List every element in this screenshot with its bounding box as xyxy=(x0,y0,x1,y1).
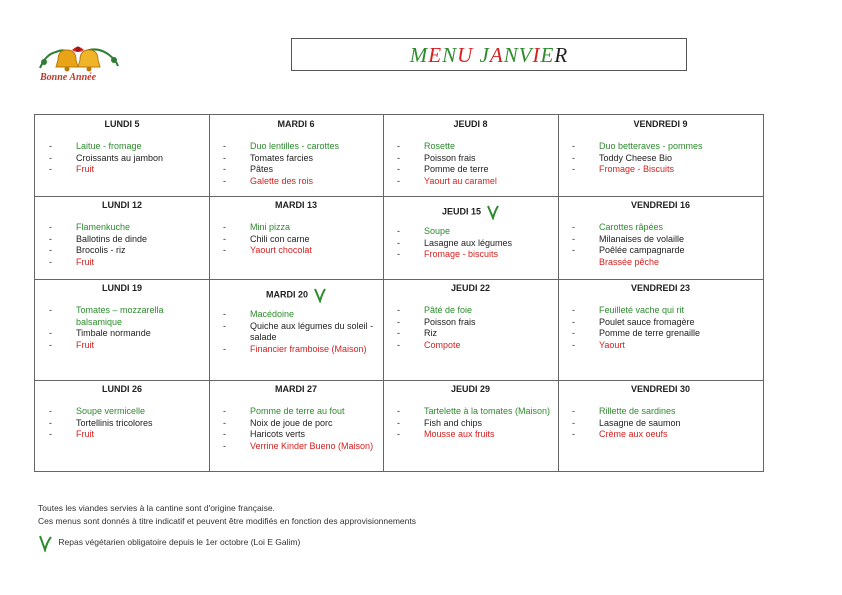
dish-name: Fruit xyxy=(76,429,94,439)
dish-name: Timbale normande xyxy=(76,328,151,338)
dish-name: Pomme de terre xyxy=(424,164,489,174)
dish-name: Tartelette à la tomates (Maison) xyxy=(424,406,551,416)
dish-list xyxy=(49,406,205,441)
dish-name: Verrine Kinder Bueno (Maison) xyxy=(250,440,374,451)
day-cell xyxy=(209,380,383,471)
dish-name: Ballotins de dinde xyxy=(76,233,148,244)
dish-item xyxy=(572,141,759,153)
bullet-dash: - xyxy=(223,309,226,319)
bullet-dash: - xyxy=(49,339,52,350)
bullet-dash: - xyxy=(49,417,52,428)
dish-item xyxy=(397,429,554,441)
bullet-dash: - xyxy=(223,245,226,255)
dish-item xyxy=(49,418,205,430)
day-cell xyxy=(209,196,383,279)
bullet-dash: - xyxy=(572,316,575,327)
dish-item xyxy=(223,141,379,153)
bullet-dash: - xyxy=(572,417,575,428)
dish-name: Soupe xyxy=(424,226,451,236)
dish-name: Duo lentilles - carottes xyxy=(250,141,340,151)
day-heading xyxy=(383,384,558,394)
dish-name: Crème aux oeufs xyxy=(599,429,668,439)
dish-name: Croissants au jambon xyxy=(76,152,164,163)
bullet-dash: - xyxy=(572,406,575,416)
dish-list xyxy=(223,141,379,187)
bullet-dash: - xyxy=(223,343,226,354)
dish-item xyxy=(397,176,554,188)
bullet-dash: - xyxy=(223,440,226,451)
dish-item xyxy=(223,344,379,356)
dish-item xyxy=(223,222,379,234)
dish-item xyxy=(572,317,759,329)
day-label: LUNDI 19 xyxy=(101,283,142,293)
day-cell xyxy=(383,115,558,196)
bullet-dash: - xyxy=(397,152,400,163)
dish-name: Compote xyxy=(424,339,461,350)
dish-name: Lasagne de saumon xyxy=(599,417,681,428)
bullet-dash: - xyxy=(223,141,226,151)
day-label: MARDI 13 xyxy=(274,200,317,210)
vegetarian-leaf-icon xyxy=(487,204,499,220)
dish-name: Poêlée campagnarde xyxy=(599,245,685,255)
dish-item xyxy=(49,305,205,328)
dish-item xyxy=(49,245,205,257)
bullet-dash: - xyxy=(397,328,400,338)
dish-item xyxy=(572,222,759,234)
bullet-dash: - xyxy=(49,141,52,151)
dish-name: Haricots verts xyxy=(250,429,306,439)
dish-item xyxy=(397,305,554,317)
bullet-dash: - xyxy=(397,175,400,186)
bullet-dash: - xyxy=(49,152,52,163)
bullet-dash: - xyxy=(397,226,400,236)
day-heading xyxy=(35,283,209,293)
day-heading xyxy=(558,119,763,129)
bullet-dash: - xyxy=(223,222,226,232)
bullet-dash: - xyxy=(572,222,575,232)
title-letter: E xyxy=(540,43,555,67)
dish-item xyxy=(223,164,379,176)
dish-name: Mousse aux fruits xyxy=(424,429,495,439)
dish-list xyxy=(223,406,379,452)
title-letter: M xyxy=(409,43,429,67)
day-label: VENDREDI 16 xyxy=(630,200,691,210)
bullet-dash: - xyxy=(49,164,52,174)
bullet-dash: - xyxy=(49,305,52,315)
footer-origin-note: Toutes les viandes servies à la cantine sont d'origine française. xyxy=(38,503,275,513)
dish-item xyxy=(223,321,379,344)
title-letter: A xyxy=(489,43,504,67)
dish-name: Riz xyxy=(424,328,437,338)
dish-name: Laitue - fromage xyxy=(76,141,142,151)
footer-disclaimer: Ces menus sont donnés à titre indicatif et peuvent être modifiés en fonction des approvisionnements xyxy=(38,516,416,526)
day-label: LUNDI 5 xyxy=(104,119,140,129)
dish-item xyxy=(397,164,554,176)
dish-name: Duo betteraves - pommes xyxy=(599,141,703,151)
dish-name: Pâtes xyxy=(250,164,274,174)
dish-list xyxy=(223,309,379,355)
dish-name: Feuilleté vache qui rit xyxy=(599,305,685,315)
dish-name: Soupe vermicelle xyxy=(76,406,146,416)
bullet-dash: - xyxy=(572,141,575,151)
bullet-dash: - xyxy=(223,406,226,416)
bullet-dash: - xyxy=(397,417,400,428)
dish-item xyxy=(572,328,759,340)
day-cell xyxy=(558,279,763,380)
day-heading xyxy=(35,384,209,394)
dish-list xyxy=(397,141,554,187)
day-label: LUNDI 26 xyxy=(101,384,142,394)
dish-item xyxy=(397,406,554,418)
day-label: LUNDI 12 xyxy=(101,200,142,210)
dish-name: Fruit xyxy=(76,164,94,174)
bullet-dash: - xyxy=(397,316,400,327)
day-cell xyxy=(209,115,383,196)
title-letter: J xyxy=(479,43,490,67)
dish-name: Macédoine xyxy=(250,309,295,319)
day-cell xyxy=(383,279,558,380)
day-label: VENDREDI 23 xyxy=(630,283,691,293)
dish-name: Tomates – mozzarella balsamique xyxy=(76,305,164,327)
title-letter: R xyxy=(554,43,569,67)
day-label: JEUDI 29 xyxy=(450,384,491,394)
bullet-dash: - xyxy=(397,237,400,248)
day-heading xyxy=(209,200,383,210)
bullet-dash: - xyxy=(223,320,226,331)
dish-name: Carottes râpées xyxy=(599,222,664,232)
dish-item xyxy=(572,245,759,257)
dish-list xyxy=(223,222,379,257)
dish-item xyxy=(223,234,379,246)
bullet-dash: - xyxy=(572,164,575,174)
title-letter: U xyxy=(457,43,474,67)
day-label: JEUDI 15 xyxy=(441,206,482,217)
dish-name: Fromage - biscuits xyxy=(424,249,499,259)
bullet-dash: - xyxy=(397,406,400,416)
dish-name: Pomme de terre grenaille xyxy=(599,328,701,338)
day-heading xyxy=(35,119,209,129)
dish-item xyxy=(397,249,554,261)
bullet-dash: - xyxy=(223,417,226,428)
footer-vegetarian-note xyxy=(38,534,300,552)
dish-name: Tortellinis tricolores xyxy=(76,417,153,428)
day-label: MARDI 27 xyxy=(274,384,317,394)
day-cell xyxy=(209,279,383,380)
bullet-dash: - xyxy=(49,429,52,439)
dish-name: Yaourt au caramel xyxy=(424,175,497,186)
day-cell xyxy=(35,115,209,196)
bullet-dash: - xyxy=(49,256,52,267)
bullet-dash: - xyxy=(397,305,400,315)
dish-name: Quiche aux légumes du soleil - salade xyxy=(250,320,374,342)
day-heading xyxy=(383,119,558,129)
day-heading xyxy=(558,200,763,210)
dish-name: Milanaises de volaille xyxy=(599,233,685,244)
day-label: MARDI 6 xyxy=(277,119,315,129)
day-label: MARDI 20 xyxy=(265,289,308,300)
dish-name: Yaourt xyxy=(599,339,625,350)
dish-item xyxy=(572,429,759,441)
bullet-dash: - xyxy=(49,233,52,244)
dish-item xyxy=(572,340,759,352)
dish-item xyxy=(572,406,759,418)
menu-grid xyxy=(34,114,764,472)
dish-item xyxy=(397,238,554,250)
day-label: JEUDI 22 xyxy=(450,283,491,293)
day-heading xyxy=(209,287,383,303)
day-label: JEUDI 8 xyxy=(453,119,488,129)
dish-name: Pâté de foie xyxy=(424,305,473,315)
day-cell xyxy=(35,380,209,471)
dish-name: Poisson frais xyxy=(424,316,476,327)
bullet-dash: - xyxy=(223,152,226,163)
day-cell xyxy=(558,380,763,471)
dish-name: Rosette xyxy=(424,141,456,151)
dish-item xyxy=(572,234,759,246)
title-letter: N xyxy=(503,43,519,67)
dish-name: Brocolis - riz xyxy=(76,245,126,255)
dish-list xyxy=(49,222,205,268)
dish-item xyxy=(49,164,205,176)
dish-item xyxy=(223,429,379,441)
day-label: VENDREDI 9 xyxy=(633,119,688,129)
dish-list xyxy=(572,222,759,268)
dish-name: Rillette de sardines xyxy=(599,406,676,416)
dish-list xyxy=(572,305,759,351)
dish-list xyxy=(572,141,759,176)
bullet-dash: - xyxy=(223,429,226,439)
title-box xyxy=(291,38,687,71)
dish-item xyxy=(572,418,759,430)
day-heading xyxy=(35,200,209,210)
dish-list xyxy=(397,226,554,261)
day-cell xyxy=(558,115,763,196)
dish-item xyxy=(223,153,379,165)
bullet-dash: - xyxy=(572,429,575,439)
dish-item xyxy=(572,257,759,269)
day-heading xyxy=(558,384,763,394)
day-cell xyxy=(558,196,763,279)
day-heading xyxy=(383,204,558,220)
dish-list xyxy=(397,305,554,351)
logo-text: Bonne Année xyxy=(40,72,97,83)
dish-item xyxy=(223,441,379,453)
day-heading xyxy=(209,119,383,129)
day-cell xyxy=(383,196,558,279)
dish-item xyxy=(223,406,379,418)
bullet-dash: - xyxy=(572,233,575,244)
dish-item xyxy=(223,309,379,321)
dish-list xyxy=(49,305,205,351)
dish-item xyxy=(49,153,205,165)
day-heading xyxy=(209,384,383,394)
bullet-dash: - xyxy=(397,141,400,151)
dish-name: Pomme de terre au fout xyxy=(250,406,345,416)
bullet-dash: - xyxy=(397,249,400,259)
dish-item xyxy=(397,317,554,329)
bullet-dash: - xyxy=(572,245,575,255)
dish-item xyxy=(397,328,554,340)
bullet-dash: - xyxy=(397,164,400,174)
dish-item xyxy=(572,153,759,165)
dish-item xyxy=(49,141,205,153)
day-label: VENDREDI 30 xyxy=(630,384,691,394)
dish-item xyxy=(572,305,759,317)
dish-name: Fromage - Biscuits xyxy=(599,164,675,174)
dish-item xyxy=(397,340,554,352)
dish-name: Noix de joue de porc xyxy=(250,417,333,428)
bullet-dash: - xyxy=(223,233,226,244)
dish-name: Chili con carne xyxy=(250,233,310,244)
footer-vegetarian-text: Repas végétarien obligatoire depuis le 1er octobre (Loi E Galim) xyxy=(58,537,301,548)
bullet-dash: - xyxy=(397,429,400,439)
day-heading xyxy=(383,283,558,293)
day-cell xyxy=(35,279,209,380)
vegetarian-leaf-icon xyxy=(314,287,326,303)
dish-item xyxy=(397,141,554,153)
dish-name: Toddy Cheese Bio xyxy=(599,152,673,163)
dish-item xyxy=(49,257,205,269)
page-title xyxy=(410,43,568,67)
dish-item xyxy=(223,176,379,188)
bullet-dash: - xyxy=(49,406,52,416)
dish-name: Tomates farcies xyxy=(250,152,314,163)
dish-item xyxy=(49,429,205,441)
dish-name: Yaourt chocolat xyxy=(250,245,312,255)
bullet-dash: - xyxy=(572,328,575,338)
vegetarian-leaf-icon xyxy=(38,534,52,552)
title-letter: N xyxy=(442,43,458,67)
day-heading xyxy=(558,283,763,293)
bullet-dash: - xyxy=(572,152,575,163)
dish-list xyxy=(572,406,759,441)
bullet-dash: - xyxy=(572,305,575,315)
dish-name: Brassée pêche xyxy=(599,256,660,267)
dish-name: Fruit xyxy=(76,256,94,267)
dish-name: Lasagne aux légumes xyxy=(424,237,513,248)
bullet-dash: - xyxy=(572,339,575,350)
day-cell xyxy=(35,196,209,279)
dish-item xyxy=(397,226,554,238)
dish-item xyxy=(223,418,379,430)
dish-name: Financier framboise (Maison) xyxy=(250,343,367,354)
dish-name: Fruit xyxy=(76,339,94,350)
dish-item xyxy=(49,328,205,340)
dish-list xyxy=(49,141,205,176)
title-letter: I xyxy=(532,43,541,67)
bullet-dash: - xyxy=(397,339,400,350)
dish-item xyxy=(397,418,554,430)
bullet-dash: - xyxy=(49,222,52,232)
dish-item xyxy=(49,340,205,352)
bullet-dash: - xyxy=(49,245,52,255)
title-letter: E xyxy=(428,43,443,67)
dish-item xyxy=(397,153,554,165)
dish-item xyxy=(49,234,205,246)
dish-name: Flamenkuche xyxy=(76,222,131,232)
dish-name: Poisson frais xyxy=(424,152,476,163)
dish-item xyxy=(572,164,759,176)
dish-list xyxy=(397,406,554,441)
bullet-dash: - xyxy=(223,175,226,186)
day-cell xyxy=(383,380,558,471)
dish-name: Mini pizza xyxy=(250,222,291,232)
dish-name: Fish and chips xyxy=(424,417,483,428)
dish-item xyxy=(223,245,379,257)
dish-name: Poulet sauce fromagère xyxy=(599,316,695,327)
dish-item xyxy=(49,406,205,418)
title-letter: V xyxy=(518,43,533,67)
dish-name: Galette des rois xyxy=(250,175,314,186)
dish-item xyxy=(49,222,205,234)
bullet-dash: - xyxy=(49,328,52,338)
bullet-dash: - xyxy=(223,164,226,174)
